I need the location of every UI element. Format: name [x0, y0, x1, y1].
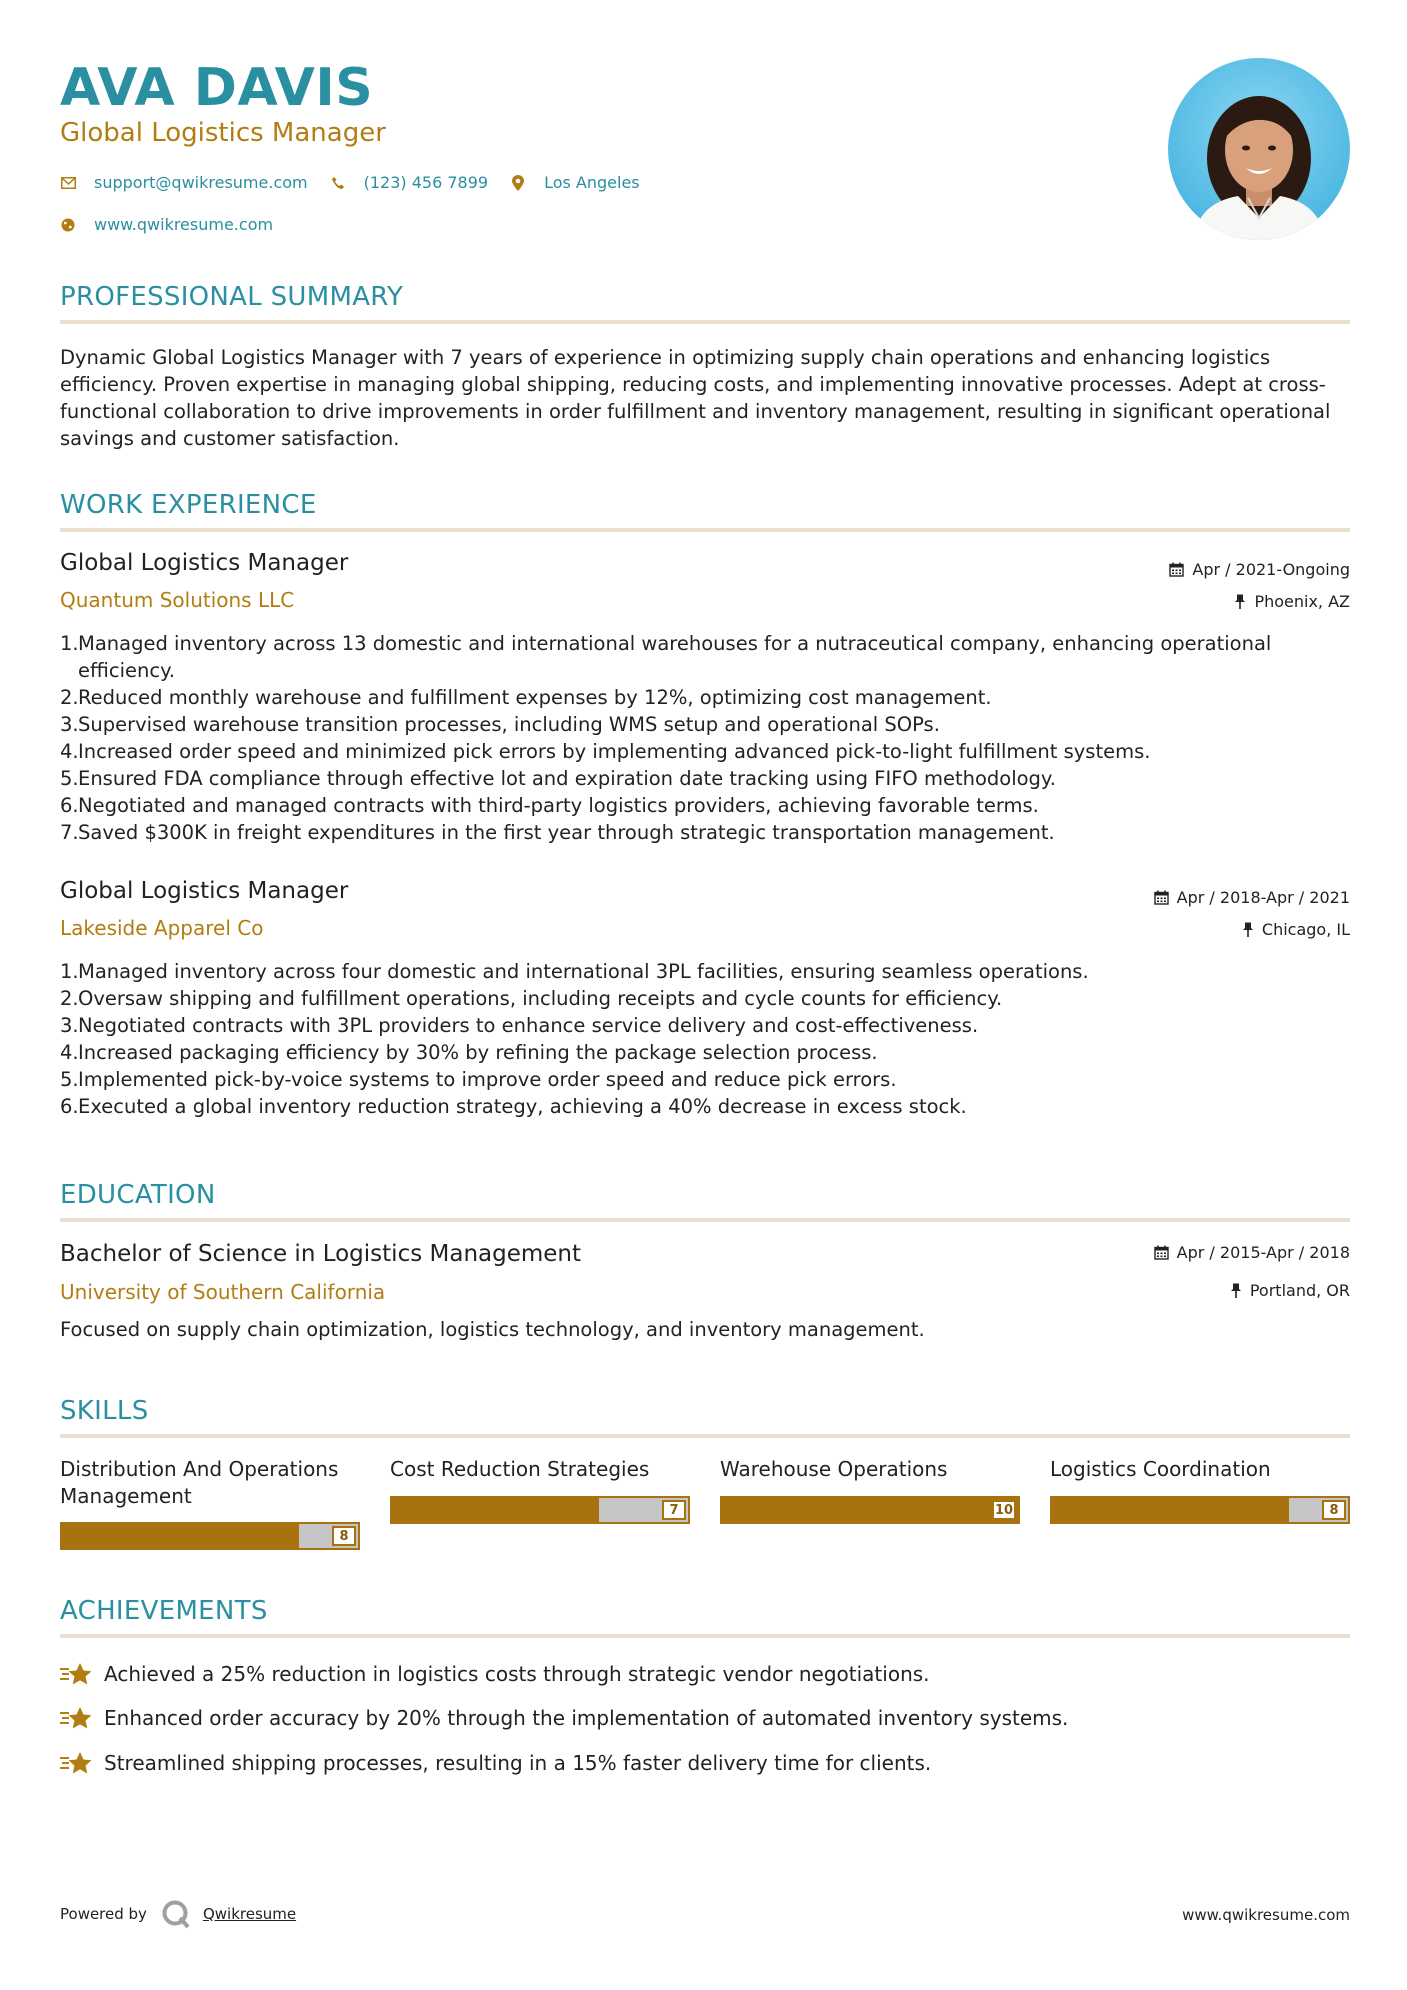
- footer-powered-by: [60, 1899, 296, 1929]
- item-text: Saved $300K in freight expenditures in the first year through strategic transportation management.: [78, 821, 1055, 844]
- item-text: Implemented pick-by-voice systems to improve order speed and reduce pick errors.: [78, 1068, 897, 1091]
- item-text: Ensured FDA compliance through effective lot and expiration date tracking using FIFO methodology.: [78, 767, 1056, 790]
- skill-item: [390, 1456, 690, 1518]
- school-name: University of Southern California: [60, 1280, 386, 1304]
- map-pin-icon: [510, 175, 526, 191]
- item-text: Increased packaging efficiency by 30% by refining the package selection process.: [78, 1041, 878, 1064]
- job-location: [1242, 920, 1350, 939]
- skill-level-value: 7: [662, 1500, 686, 1520]
- skill-bar-fill: [1052, 1498, 1289, 1522]
- section-divider: [60, 1218, 1350, 1222]
- skill-bar: [390, 1496, 690, 1524]
- job-dates: [1169, 560, 1350, 579]
- item-number: 5.: [60, 767, 79, 790]
- item-number: 3.: [60, 1014, 79, 1037]
- calendar-icon: [1154, 890, 1169, 905]
- list-item: [60, 958, 1330, 985]
- star-award-icon: [60, 1749, 92, 1777]
- job-location-text: Phoenix, AZ: [1254, 592, 1350, 611]
- item-number: 7.: [60, 821, 79, 844]
- item-text: Managed inventory across four domestic and international 3PL facilities, ensuring seamless operations.: [78, 960, 1089, 983]
- item-number: 6.: [60, 794, 79, 817]
- education-dates-text: Apr / 2015-Apr / 2018: [1176, 1243, 1350, 1262]
- experience-heading: WORK EXPERIENCE: [60, 490, 317, 520]
- summary-text: Dynamic Global Logistics Manager with 7 years of experience in optimizing supply chain operations and enhancing logistics efficiency. Proven expertise in managing global shipping, reducing costs, and implementing innovative processes. Adept at cross-functional collaboration to drive improvements in order fulfillment and inventory management, resulting in significant operational savings and customer satisfaction.: [60, 346, 1331, 450]
- job-dates-text: Apr / 2018-Apr / 2021: [1176, 888, 1350, 907]
- section-divider: [60, 1634, 1350, 1638]
- phone-text: (123) 456 7899: [363, 173, 489, 192]
- item-number: 6.: [60, 1095, 79, 1118]
- skill-name: Cost Reduction Strategies: [390, 1457, 650, 1481]
- calendar-icon: [1154, 1245, 1169, 1260]
- item-text: Increased order speed and minimized pick errors by implementing advanced pick-to-light fulfillment systems.: [78, 740, 1151, 763]
- skill-name: Logistics Coordination: [1050, 1457, 1271, 1481]
- powered-by-label: Powered by: [60, 1905, 147, 1923]
- list-item: [60, 819, 1330, 846]
- item-number: 4.: [60, 740, 79, 763]
- skill-bar-fill: [392, 1498, 599, 1522]
- candidate-name: AVA DAVIS: [60, 58, 374, 118]
- list-item: [60, 1039, 1330, 1066]
- item-number: 2.: [60, 987, 79, 1010]
- contact-email[interactable]: [60, 173, 308, 192]
- achievement-item: [60, 1704, 1068, 1732]
- list-item: [60, 1093, 1330, 1120]
- list-item: [60, 630, 1330, 684]
- contact-phone[interactable]: [330, 173, 488, 192]
- skill-name: Warehouse Operations: [720, 1457, 948, 1481]
- education-location-text: Portland, OR: [1249, 1281, 1350, 1300]
- item-number: 1.: [60, 632, 79, 655]
- skill-name: Distribution And Operations Management: [60, 1457, 339, 1508]
- skill-item: [1050, 1456, 1350, 1518]
- location-text: Los Angeles: [544, 173, 640, 192]
- list-item: [60, 684, 1330, 711]
- item-text: Managed inventory across 13 domestic and international warehouses for a nutraceutical company, enhancing operational efficiency.: [78, 632, 1272, 682]
- email-text: support@qwikresume.com: [94, 173, 308, 192]
- profile-photo: [1168, 58, 1350, 240]
- skill-bar-fill: [62, 1524, 299, 1548]
- education-location: [1230, 1281, 1350, 1300]
- item-number: 4.: [60, 1041, 79, 1064]
- star-award-icon: [60, 1660, 92, 1688]
- job-location-text: Chicago, IL: [1261, 920, 1350, 939]
- achievement-text: Enhanced order accuracy by 20% through the implementation of automated inventory systems.: [104, 1706, 1069, 1730]
- item-text: Executed a global inventory reduction strategy, achieving a 40% decrease in excess stock.: [78, 1095, 967, 1118]
- list-item: [60, 1012, 1330, 1039]
- achievement-item: [60, 1749, 931, 1777]
- education-description: Focused on supply chain optimization, logistics technology, and inventory management.: [60, 1318, 925, 1341]
- item-text: Supervised warehouse transition processes, including WMS setup and operational SOPs.: [78, 713, 940, 736]
- phone-icon: [330, 175, 346, 191]
- skill-item: [60, 1456, 360, 1544]
- list-item: [60, 711, 1330, 738]
- item-number: 5.: [60, 1068, 79, 1091]
- calendar-icon: [1169, 562, 1184, 577]
- item-number: 2.: [60, 686, 79, 709]
- company-name: Lakeside Apparel Co: [60, 916, 264, 940]
- company-name: Quantum Solutions LLC: [60, 588, 295, 612]
- section-divider: [60, 1434, 1350, 1438]
- section-divider: [60, 528, 1350, 532]
- list-item: [60, 738, 1330, 765]
- pushpin-icon: [1230, 1283, 1242, 1298]
- footer-website[interactable]: www.qwikresume.com: [1182, 1906, 1350, 1924]
- achievement-item: [60, 1660, 930, 1688]
- list-item: [60, 985, 1330, 1012]
- item-text: Reduced monthly warehouse and fulfillment expenses by 12%, optimizing cost management.: [78, 686, 992, 709]
- contact-location: [510, 173, 640, 192]
- envelope-icon: [60, 175, 76, 191]
- list-item: [60, 765, 1330, 792]
- degree-title: Bachelor of Science in Logistics Management: [60, 1241, 582, 1267]
- skills-heading: SKILLS: [60, 1396, 149, 1426]
- list-item: [60, 792, 1330, 819]
- contact-row-website: [60, 215, 295, 234]
- section-divider: [60, 320, 1350, 324]
- skill-item: [720, 1456, 1020, 1518]
- globe-icon: [60, 217, 76, 233]
- skill-level-value: 8: [1322, 1500, 1346, 1520]
- education-heading: EDUCATION: [60, 1180, 216, 1210]
- job-location: [1234, 592, 1350, 611]
- item-text: Negotiated and managed contracts with third-party logistics providers, achieving favorable terms.: [78, 794, 1039, 817]
- skill-bar: [1050, 1496, 1350, 1524]
- contact-website[interactable]: [60, 215, 273, 234]
- contact-row: [60, 173, 662, 192]
- pushpin-icon: [1234, 594, 1246, 609]
- item-number: 1.: [60, 960, 79, 983]
- qwikresume-link[interactable]: Qwikresume: [202, 1905, 297, 1923]
- item-number: 3.: [60, 713, 79, 736]
- achievement-text: Streamlined shipping processes, resulting in a 15% faster delivery time for clients.: [104, 1751, 932, 1775]
- summary-heading: PROFESSIONAL SUMMARY: [60, 282, 404, 312]
- achievement-text: Achieved a 25% reduction in logistics costs through strategic vendor negotiations.: [104, 1662, 930, 1686]
- candidate-title: Global Logistics Manager: [60, 118, 386, 148]
- website-text: www.qwikresume.com: [94, 215, 274, 234]
- job-duties-list: [60, 958, 1330, 1120]
- skill-level-value: 8: [332, 1526, 356, 1546]
- job-dates-text: Apr / 2021-Ongoing: [1192, 560, 1350, 579]
- pushpin-icon: [1242, 922, 1254, 937]
- job-title: Global Logistics Manager: [60, 550, 349, 576]
- job-title: Global Logistics Manager: [60, 878, 349, 904]
- skill-bar: [60, 1522, 360, 1550]
- skill-bar: [720, 1496, 1020, 1524]
- qwikresume-logo-icon: [161, 1899, 191, 1929]
- item-text: Oversaw shipping and fulfillment operations, including receipts and cycle counts for efficiency.: [78, 987, 1003, 1010]
- skill-level-value: 10: [992, 1500, 1016, 1520]
- education-dates: [1154, 1243, 1350, 1262]
- job-duties-list: [60, 630, 1330, 846]
- star-award-icon: [60, 1704, 92, 1732]
- job-dates: [1154, 888, 1350, 907]
- achievements-heading: ACHIEVEMENTS: [60, 1596, 268, 1626]
- skill-bar-fill: [722, 1498, 1018, 1522]
- item-text: Negotiated contracts with 3PL providers to enhance service delivery and cost-effectiveness.: [78, 1014, 979, 1037]
- list-item: [60, 1066, 1330, 1093]
